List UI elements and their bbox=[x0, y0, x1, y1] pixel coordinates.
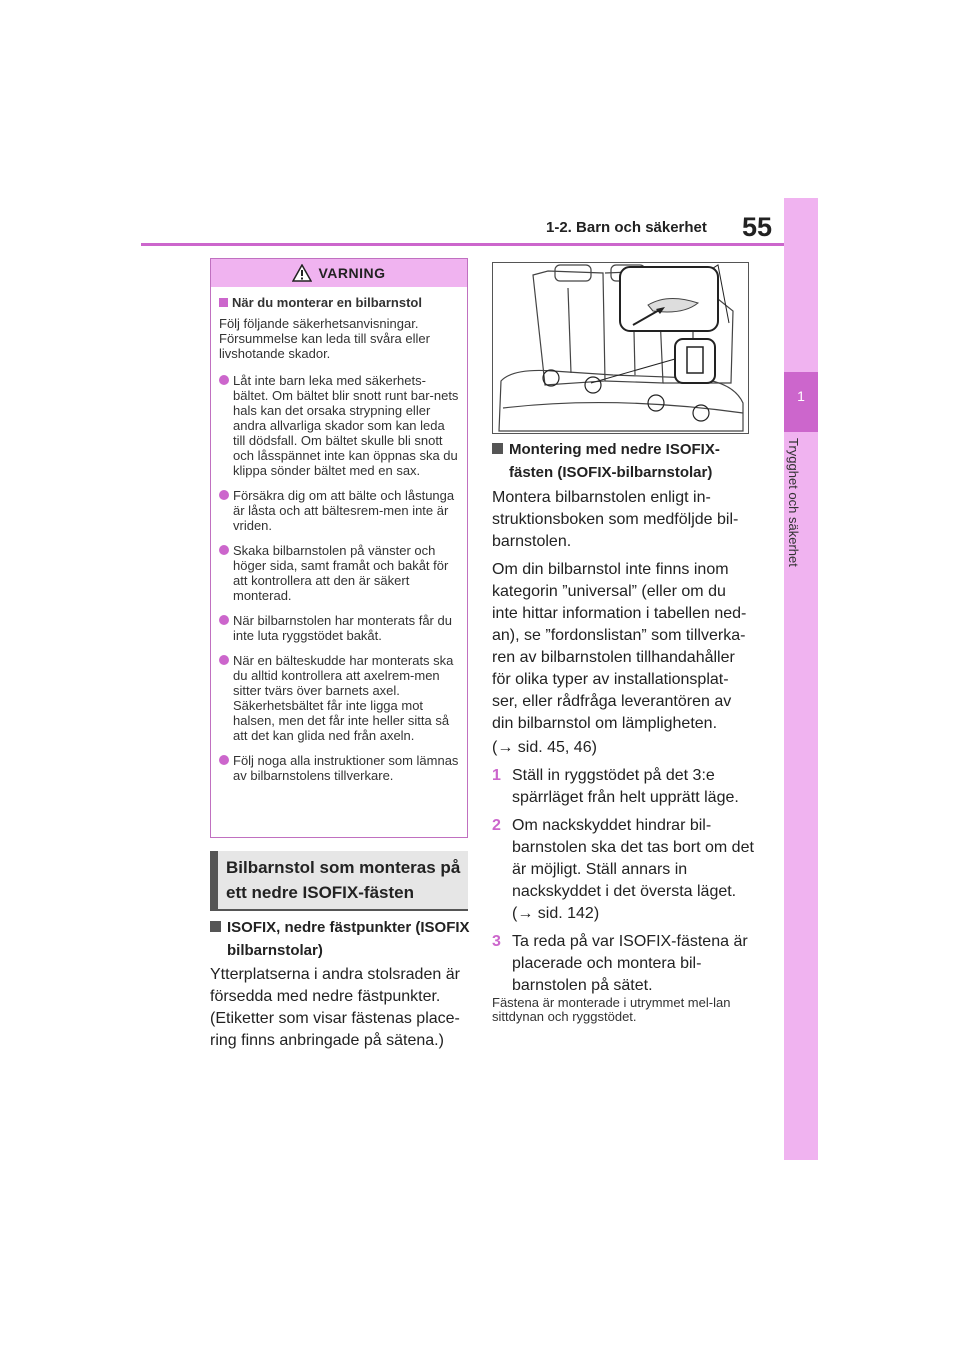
bullet-icon bbox=[219, 545, 229, 555]
warning-item: Skaka bilbarnstolen på vänster och höger sida, samt framåt och bakåt för att kontrollera att den är säkert monterad. bbox=[219, 543, 459, 603]
header-divider bbox=[141, 243, 784, 246]
step-text: Om nackskyddet hindrar bil-barnstolen ska det tas bort om det är möjligt. Ställ annars in nackskyddet i det översta läget. bbox=[512, 817, 754, 900]
step-text: Ställ in ryggstödet på det 3:e spärrläget från helt upprätt läge. bbox=[512, 767, 739, 806]
step-text: Ta reda på var ISOFIX-fästena är placerade och montera bil-barnstolen på sätet. bbox=[512, 933, 748, 994]
section-title: 1-2. Barn och säkerhet bbox=[546, 219, 707, 236]
section-heading: Bilbarnstol som monteras på ett nedre ISOFIX-fästen bbox=[226, 858, 461, 902]
bullet-icon bbox=[219, 375, 229, 385]
warning-triangle-icon bbox=[292, 264, 312, 282]
square-bullet-icon bbox=[210, 921, 221, 932]
section-heading-bar bbox=[210, 851, 218, 909]
isofix-subheading: ISOFIX, nedre fästpunkter (ISOFIX bilbarnstolar) bbox=[210, 916, 470, 962]
chapter-number: 1 bbox=[797, 388, 805, 404]
warning-item: Försäkra dig om att bälte och låstunga är låsta och att bältesrem-men inte är vriden. bbox=[219, 488, 459, 533]
warning-item: Följ noga alla instruktioner som lämnas av bilbarnstolens tillverkare. bbox=[219, 753, 459, 783]
step-number: 2 bbox=[492, 817, 501, 834]
square-bullet-icon bbox=[492, 443, 503, 454]
warning-intro: Följ följande säkerhetsanvisningar. Försummelse kan leda till svåra eller livshotande skador. bbox=[219, 316, 430, 361]
step-item bbox=[492, 765, 754, 809]
mounting-paragraph-1: Montera bilbarnstolen enligt in-struktionsboken som medföljde bil-barnstolen. bbox=[492, 489, 739, 550]
seat-illustration bbox=[492, 262, 749, 434]
page-reference: (→ sid. 142) bbox=[512, 905, 600, 922]
mounting-subheading: Montering med nedre ISOFIX-fästen (ISOFIX-bilbarnstolar) bbox=[492, 438, 754, 484]
page-number: 55 bbox=[742, 212, 773, 242]
warning-header bbox=[211, 259, 467, 287]
step-item bbox=[492, 931, 754, 997]
warning-item: När en bälteskudde har monterats ska du alltid kontrollera att axelrem-men sitter tvärs över barnets axel. Säkerhetsbältet får inte ligga mot halsen, men det får inte heller sitta så att det kan glida ned från axeln. bbox=[219, 653, 459, 743]
section-heading-box bbox=[210, 851, 468, 911]
warning-item: När bilbarnstolen har monterats får du inte luta ryggstödet bakåt. bbox=[219, 613, 459, 643]
square-bullet-icon bbox=[219, 298, 228, 307]
bullet-icon bbox=[219, 755, 229, 765]
isofix-body: Ytterplatserna i andra stolsraden är försedda med nedre fästpunkter. (Etiketter som visar fästenas place-ring finns anbringade på sätena.) bbox=[210, 966, 460, 1049]
bullet-icon bbox=[219, 615, 229, 625]
warning-label: VARNING bbox=[318, 265, 386, 281]
bullet-icon bbox=[219, 655, 229, 665]
footnote: Fästena är monterade i utrymmet mel-lan sittdynan och ryggstödet. bbox=[492, 995, 731, 1024]
mounting-body bbox=[492, 487, 754, 997]
bullet-icon bbox=[219, 490, 229, 500]
chapter-title: Trygghet och säkerhet bbox=[786, 438, 801, 567]
warning-heading: När du monterar en bilbarnstol bbox=[219, 295, 459, 310]
step-item bbox=[492, 815, 754, 925]
mounting-paragraph-2: Om din bilbarnstol inte finns inom kategorin ”universal” (eller om du inte hittar information i tabellen ned-an), se ”fordonslistan” som tillverka-ren av bilbarnstolen tillhandahåller för olika typer av installationsplat-ser, eller rådfråga leverantören av din bilbarnstol om lämpligheten. bbox=[492, 561, 747, 732]
warning-item: Låt inte barn leka med säkerhets-bältet. Om bältet blir snott runt bar-nets hals kan det orsaka strypning eller andra allvarliga skador som kan leda till dödsfall. Om bältet skulle bli snott och låsspännet inte kan öppnas ska du klippa sönder bältet med en sax. bbox=[219, 373, 459, 478]
step-number: 1 bbox=[492, 767, 501, 784]
chapter-tab bbox=[784, 198, 818, 1160]
warning-box bbox=[210, 258, 468, 838]
step-number: 3 bbox=[492, 933, 501, 950]
page-reference: (→ sid. 45, 46) bbox=[492, 739, 597, 756]
